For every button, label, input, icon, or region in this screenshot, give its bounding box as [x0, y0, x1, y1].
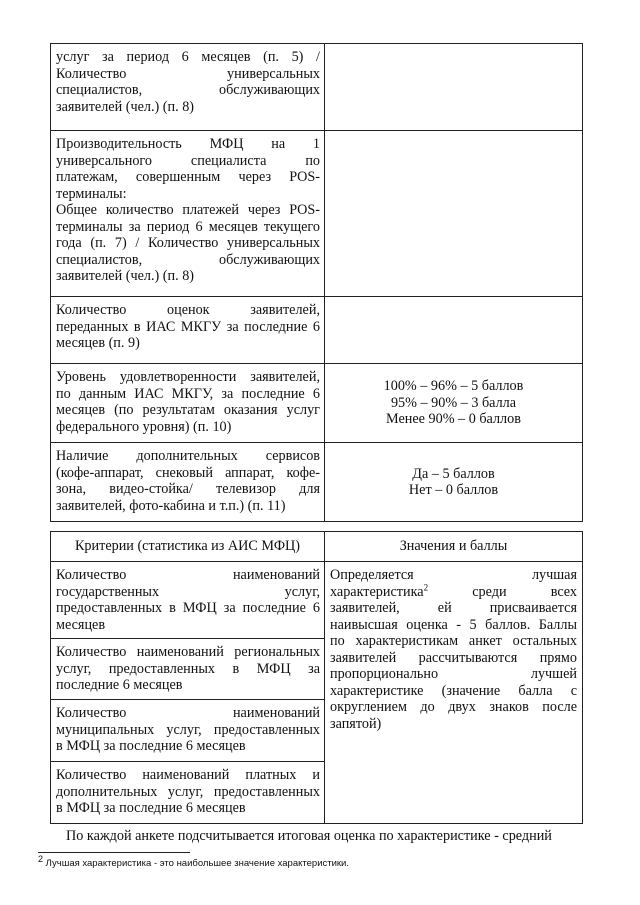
criterion-cell: Количество наименований муниципальных услуг, предоставленных в МФЦ за последние 6 месяцев: [51, 700, 325, 762]
table-row: [51, 44, 583, 131]
criterion-cell: услуг за период 6 месяцев (п. 5) / Количество универсальных специалистов, обслуживающих заявителей (чел.) (п. 8): [51, 44, 325, 131]
table-row: [51, 443, 583, 522]
footnote-marker: 2: [38, 853, 44, 864]
score-cell: 100% – 96% – 5 баллов 95% – 90% – 3 балла Менее 90% – 0 баллов: [325, 364, 583, 443]
table-row: [51, 562, 583, 639]
criterion-cell: Количество наименований региональных услуг, предоставленных в МФЦ за последние 6 месяцев: [51, 639, 325, 700]
criterion-cell: Производительность МФЦ на 1 универсального специалиста по платежам, совершенным через POS- терминалы: Общее количество платежей через POS- терминалы за период 6 месяцев текущего года (п. 7) / Количество универсальных специалистов, обслуживающих заявителей (чел.) (п. 8): [51, 131, 325, 297]
footnote-divider: [38, 852, 190, 853]
body-paragraph: По каждой анкете подсчитывается итоговая оценка по характеристике - средний: [66, 828, 552, 844]
footnote-text: Лучшая характеристика - это наибольшее значение характеристики.: [43, 858, 350, 869]
footnote-reference: 2: [423, 581, 429, 592]
criterion-cell: Количество оценок заявителей, переданных в ИАС МКГУ за последние 6 месяцев (п. 9): [51, 297, 325, 364]
table-row: [51, 364, 583, 443]
table-row: [51, 297, 583, 364]
statistics-criteria-table: [50, 531, 583, 824]
table-row: [51, 131, 583, 297]
criteria-table-continued: [50, 43, 583, 522]
criterion-cell: Наличие дополнительных сервисов (кофе-аппарат, снековый аппарат, кофе- зона, видео-стойка/ телевизор для заявителей, фото-кабина и т.п.) (п. 11): [51, 443, 325, 522]
score-cell: [325, 131, 583, 297]
score-cell: [325, 297, 583, 364]
table-header-row: [51, 532, 583, 562]
column-header-criteria: Критерии (статистика из АИС МФЦ): [51, 532, 325, 562]
criterion-cell: Количество наименований государственных услуг, предоставленных в МФЦ за последние 6 месяцев: [51, 562, 325, 639]
merged-score-description: Определяется лучшая характеристика$^2$ среди всех заявителей, ей присваивается наивысшая оценка - 5 баллов. Баллы по характеристикам анкет остальных заявителей рассчитываются прямо пропорционально лучшей характеристике (значение балла с округлением до двух знаков после запятой): [325, 562, 583, 824]
column-header-values: Значения и баллы: [325, 532, 583, 562]
score-cell: Да – 5 баллов Нет – 0 баллов: [325, 443, 583, 522]
criterion-cell: Количество наименований платных и дополнительных услуг, предоставленных в МФЦ за последние 6 месяцев: [51, 762, 325, 824]
score-cell: [325, 44, 583, 131]
criterion-cell: Уровень удовлетворенности заявителей, по данным ИАС МКГУ, за последние 6 месяцев (по результатам оказания услуг федерального уровня) (п. 10): [51, 364, 325, 443]
footnote: [38, 853, 598, 870]
